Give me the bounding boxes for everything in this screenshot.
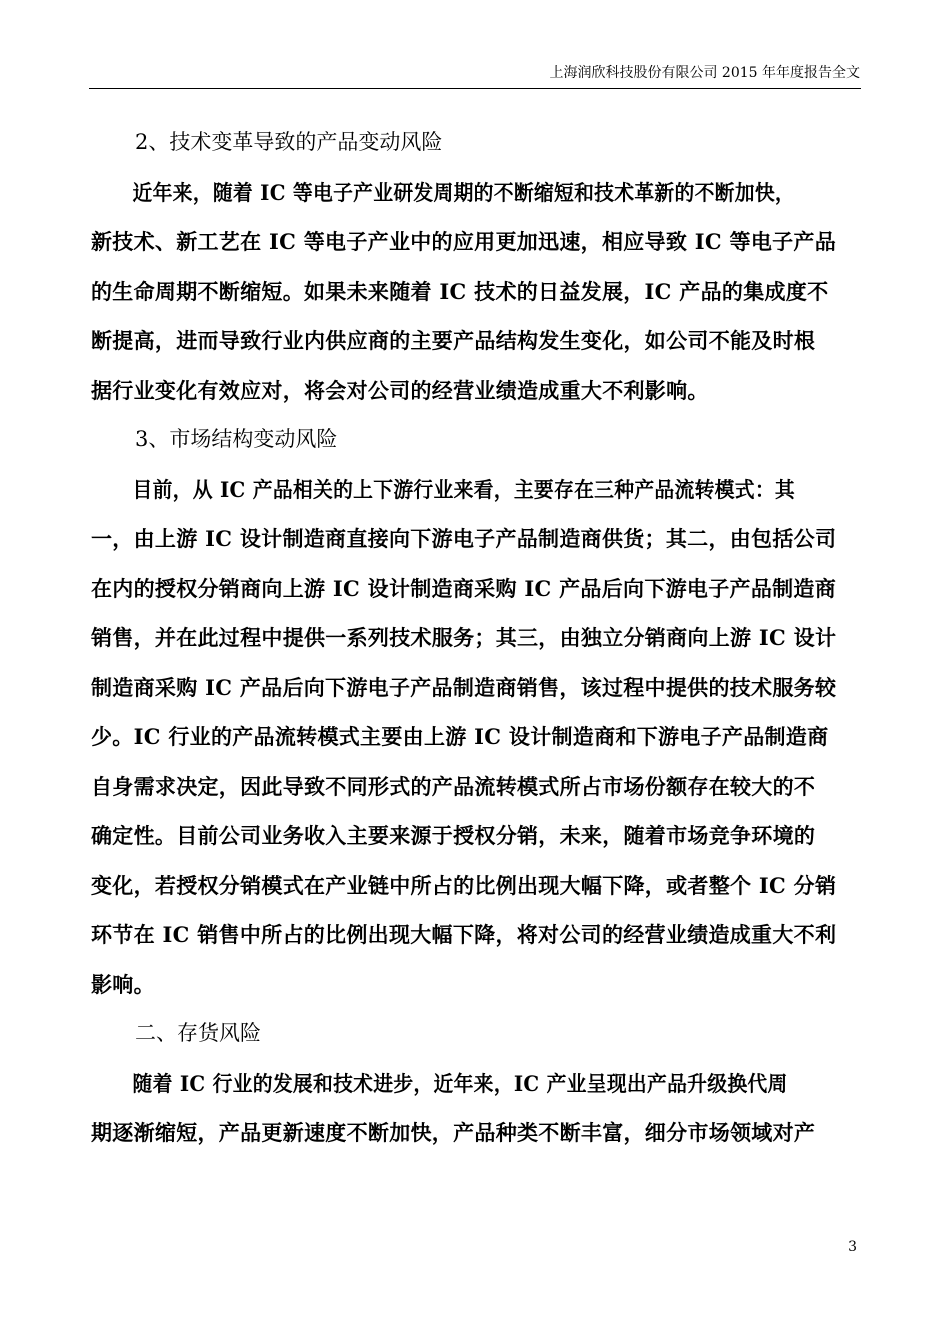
text-line: 新技术、新工艺在 IC 等电子产业中的应用更加迅速，相应导致 IC 等电子产品 [91, 229, 837, 254]
text-line: 随着 IC 行业的发展和技术进步，近年来，IC 产业呈现出产品升级换代周 [132, 1070, 788, 1096]
text-line: 的生命周期不断缩短。如果未来随着 IC 技术的日益发展，IC 产品的集成度不 [91, 278, 829, 304]
document-body [91, 118, 861, 1158]
text-line: 在内的授权分销商向上游 IC 设计制造商采购 IC 产品后向下游电子产品制造商 [91, 575, 837, 601]
paragraph-inventory-risk [91, 1059, 861, 1158]
paragraph-tech-change-risk [91, 168, 861, 416]
text-line: 一，由上游 IC 设计制造商直接向下游电子产品制造商供货；其二，由包括公司 [91, 526, 837, 551]
text-line: 据行业变化有效应对，将会对公司的经营业绩造成重大不利影响。 [91, 377, 709, 403]
page-number: 3 [848, 1239, 857, 1255]
text-line: 少。IC 行业的产品流转模式主要由上游 IC 设计制造商和下游电子产品制造商 [91, 724, 829, 749]
section-heading-tech-change: 2、技术变革导致的产品变动风险 [135, 130, 443, 154]
text-line: 环节在 IC 销售中所占的比例出现大幅下降，将对公司的经营业绩造成重大不利 [91, 922, 837, 947]
report-header-title: 上海润欣科技股份有限公司 2015 年年度报告全文 [549, 65, 860, 81]
text-line: 断提高，进而导致行业内供应商的主要产品结构发生变化，如公司不能及时根 [91, 328, 816, 353]
section-heading-market-structure: 3、市场结构变动风险 [135, 427, 338, 451]
text-line: 自身需求决定，因此导致不同形式的产品流转模式所占市场份额存在较大的不 [91, 773, 816, 799]
paragraph-market-structure-risk [91, 465, 861, 1010]
text-line: 变化，若授权分销模式在产业链中所占的比例出现大幅下降，或者整个 IC 分销 [91, 872, 837, 898]
text-line: 确定性。目前公司业务收入主要来源于授权分销，未来，随着市场竞争环境的 [91, 823, 816, 848]
text-line: 制造商采购 IC 产品后向下游电子产品制造商销售，该过程中提供的技术服务较 [91, 674, 837, 700]
section-heading-inventory-risk: 二、存货风险 [135, 1021, 261, 1045]
text-line: 目前，从 IC 产品相关的上下游行业来看，主要存在三种产品流转模式：其 [132, 476, 795, 502]
header-divider [89, 88, 861, 89]
text-line: 近年来，随着 IC 等电子产业研发周期的不断缩短和技术革新的不断加快， [132, 179, 795, 205]
text-line: 销售，并在此过程中提供一系列技术服务；其三，由独立分销商向上游 IC 设计 [91, 625, 837, 650]
text-line: 期逐渐缩短，产品更新速度不断加快，产品种类不断丰富，细分市场领域对产 [91, 1120, 816, 1145]
text-line: 影响。 [91, 971, 155, 997]
